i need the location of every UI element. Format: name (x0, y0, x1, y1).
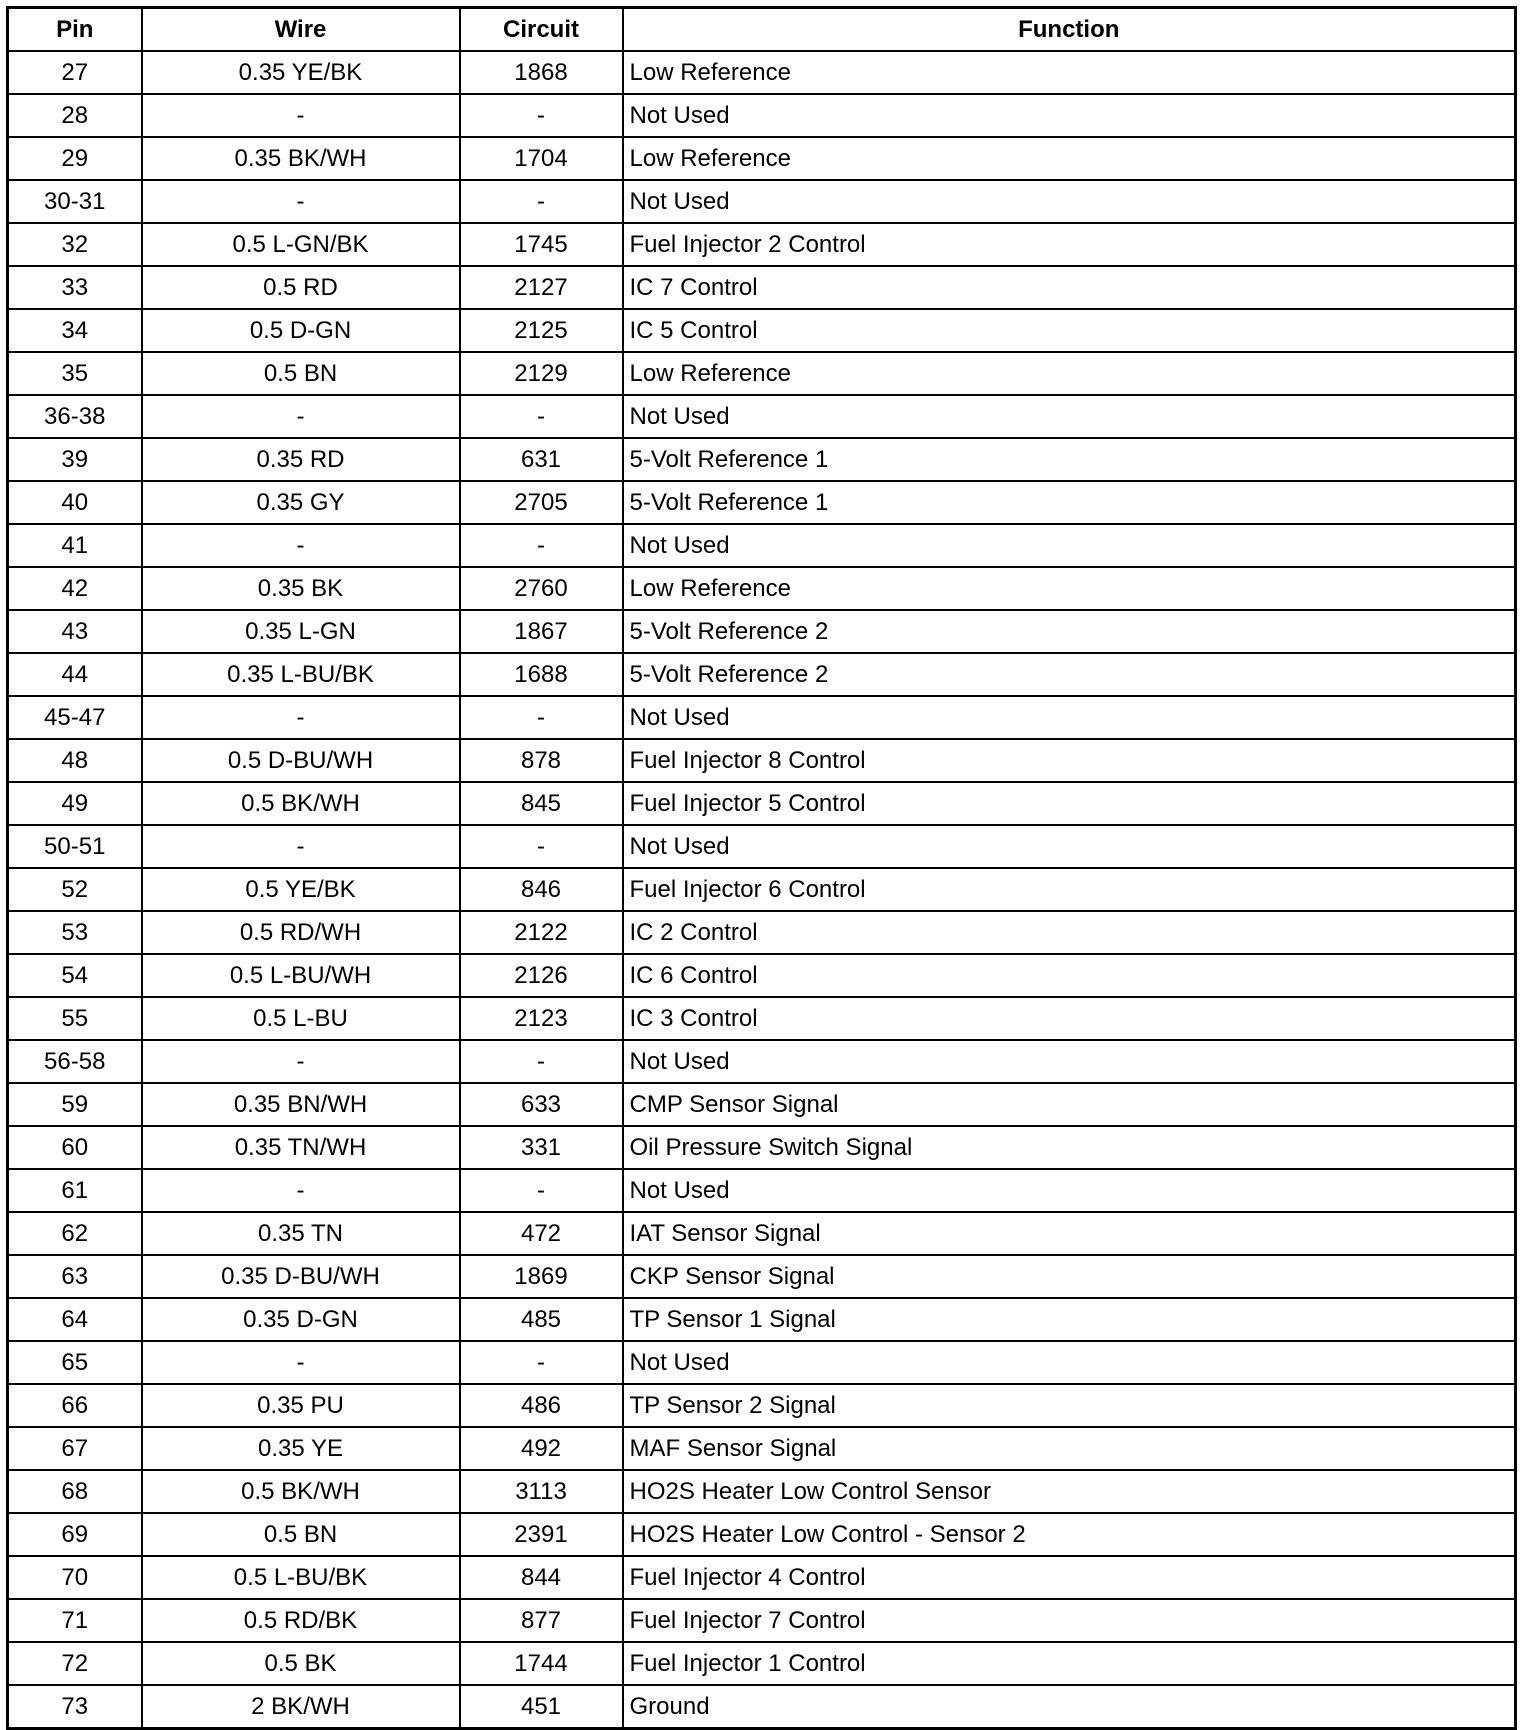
circuit-cell: 1869 (460, 1255, 623, 1298)
table-row (8, 352, 1516, 395)
wire-cell: 0.5 BK (142, 1642, 460, 1685)
circuit-cell: 2126 (460, 954, 623, 997)
function-cell: IC 5 Control (623, 309, 1516, 352)
circuit-cell: 1704 (460, 137, 623, 180)
pin-cell: 27 (8, 51, 142, 94)
table-row (8, 524, 1516, 567)
wire-cell: - (142, 524, 460, 567)
pin-cell: 54 (8, 954, 142, 997)
circuit-cell: - (460, 1169, 623, 1212)
circuit-cell: 492 (460, 1427, 623, 1470)
wire-cell: 0.35 D-BU/WH (142, 1255, 460, 1298)
circuit-cell: 2127 (460, 266, 623, 309)
wire-cell: - (142, 1169, 460, 1212)
table-row (8, 653, 1516, 696)
wire-cell: 0.5 D-GN (142, 309, 460, 352)
circuit-cell: 2391 (460, 1513, 623, 1556)
column-header-function: Function (623, 8, 1516, 52)
wire-cell: 0.5 L-GN/BK (142, 223, 460, 266)
pin-cell: 63 (8, 1255, 142, 1298)
wire-cell: 0.5 L-BU (142, 997, 460, 1040)
table-row (8, 438, 1516, 481)
table-row (8, 1685, 1516, 1729)
function-cell: 5-Volt Reference 2 (623, 653, 1516, 696)
pin-cell: 41 (8, 524, 142, 567)
wire-cell: 0.5 BK/WH (142, 1470, 460, 1513)
table-row (8, 481, 1516, 524)
circuit-cell: 3113 (460, 1470, 623, 1513)
pin-cell: 60 (8, 1126, 142, 1169)
wire-cell: 0.35 D-GN (142, 1298, 460, 1341)
circuit-cell: 2760 (460, 567, 623, 610)
pin-cell: 61 (8, 1169, 142, 1212)
function-cell: Ground (623, 1685, 1516, 1729)
table-header-row (8, 8, 1516, 52)
circuit-cell: - (460, 1341, 623, 1384)
table-row (8, 1212, 1516, 1255)
table-row (8, 1599, 1516, 1642)
wire-cell: 0.35 TN (142, 1212, 460, 1255)
circuit-cell: 2123 (460, 997, 623, 1040)
function-cell: Not Used (623, 1169, 1516, 1212)
table-row (8, 1642, 1516, 1685)
table-row (8, 1427, 1516, 1470)
pin-cell: 68 (8, 1470, 142, 1513)
function-cell: Fuel Injector 2 Control (623, 223, 1516, 266)
table-row (8, 1169, 1516, 1212)
table-row (8, 309, 1516, 352)
function-cell: Not Used (623, 180, 1516, 223)
table-row (8, 997, 1516, 1040)
table-row (8, 266, 1516, 309)
function-cell: Not Used (623, 94, 1516, 137)
table-row (8, 1298, 1516, 1341)
function-cell: Fuel Injector 8 Control (623, 739, 1516, 782)
circuit-cell: - (460, 524, 623, 567)
pin-cell: 65 (8, 1341, 142, 1384)
wire-cell: 0.35 YE (142, 1427, 460, 1470)
pin-cell: 66 (8, 1384, 142, 1427)
pin-cell: 73 (8, 1685, 142, 1729)
pin-cell: 40 (8, 481, 142, 524)
table-row (8, 911, 1516, 954)
pin-cell: 35 (8, 352, 142, 395)
table-row (8, 395, 1516, 438)
circuit-cell: 451 (460, 1685, 623, 1729)
table-row (8, 1384, 1516, 1427)
wire-cell: 0.5 RD/WH (142, 911, 460, 954)
function-cell: Not Used (623, 1341, 1516, 1384)
table-row (8, 739, 1516, 782)
pin-cell: 29 (8, 137, 142, 180)
function-cell: MAF Sensor Signal (623, 1427, 1516, 1470)
pin-cell: 33 (8, 266, 142, 309)
circuit-cell: 1745 (460, 223, 623, 266)
function-cell: 5-Volt Reference 1 (623, 481, 1516, 524)
table-row (8, 610, 1516, 653)
circuit-cell: 877 (460, 1599, 623, 1642)
pin-cell: 64 (8, 1298, 142, 1341)
function-cell: Low Reference (623, 352, 1516, 395)
wire-cell: 0.35 TN/WH (142, 1126, 460, 1169)
table-row (8, 1341, 1516, 1384)
column-header-pin: Pin (8, 8, 142, 52)
pin-cell: 50-51 (8, 825, 142, 868)
function-cell: IC 3 Control (623, 997, 1516, 1040)
function-cell: Fuel Injector 1 Control (623, 1642, 1516, 1685)
table-row (8, 51, 1516, 94)
circuit-cell: 1867 (460, 610, 623, 653)
circuit-cell: - (460, 825, 623, 868)
wire-cell: 0.35 PU (142, 1384, 460, 1427)
function-cell: Fuel Injector 7 Control (623, 1599, 1516, 1642)
function-cell: Low Reference (623, 567, 1516, 610)
circuit-cell: 485 (460, 1298, 623, 1341)
pin-cell: 43 (8, 610, 142, 653)
circuit-cell: - (460, 94, 623, 137)
circuit-cell: 1868 (460, 51, 623, 94)
circuit-cell: 845 (460, 782, 623, 825)
wire-cell: 0.5 RD/BK (142, 1599, 460, 1642)
wire-cell: 0.35 YE/BK (142, 51, 460, 94)
circuit-cell: 633 (460, 1083, 623, 1126)
function-cell: IC 7 Control (623, 266, 1516, 309)
circuit-cell: 472 (460, 1212, 623, 1255)
wire-cell: 0.5 D-BU/WH (142, 739, 460, 782)
circuit-cell: 878 (460, 739, 623, 782)
function-cell: HO2S Heater Low Control - Sensor 2 (623, 1513, 1516, 1556)
function-cell: IC 6 Control (623, 954, 1516, 997)
wire-cell: - (142, 395, 460, 438)
column-header-wire: Wire (142, 8, 460, 52)
pin-cell: 36-38 (8, 395, 142, 438)
pin-cell: 42 (8, 567, 142, 610)
pin-cell: 56-58 (8, 1040, 142, 1083)
function-cell: Fuel Injector 6 Control (623, 868, 1516, 911)
circuit-cell: - (460, 1040, 623, 1083)
wire-cell: 0.5 BN (142, 1513, 460, 1556)
circuit-cell: 1744 (460, 1642, 623, 1685)
table-row (8, 868, 1516, 911)
pin-cell: 55 (8, 997, 142, 1040)
circuit-cell: 2122 (460, 911, 623, 954)
function-cell: Low Reference (623, 51, 1516, 94)
circuit-cell: 2129 (460, 352, 623, 395)
pin-cell: 72 (8, 1642, 142, 1685)
circuit-cell: - (460, 395, 623, 438)
wire-cell: 0.5 BK/WH (142, 782, 460, 825)
wire-cell: 0.5 L-BU/BK (142, 1556, 460, 1599)
wire-cell: 0.35 GY (142, 481, 460, 524)
pin-cell: 53 (8, 911, 142, 954)
wire-cell: 2 BK/WH (142, 1685, 460, 1729)
pin-cell: 44 (8, 653, 142, 696)
table-row (8, 223, 1516, 266)
circuit-cell: 2705 (460, 481, 623, 524)
circuit-cell: - (460, 696, 623, 739)
wire-cell: - (142, 1040, 460, 1083)
function-cell: Fuel Injector 4 Control (623, 1556, 1516, 1599)
table-row (8, 696, 1516, 739)
wire-cell: 0.35 BK (142, 567, 460, 610)
table-row (8, 1126, 1516, 1169)
pin-cell: 48 (8, 739, 142, 782)
table-row (8, 1083, 1516, 1126)
wire-cell: 0.35 L-GN (142, 610, 460, 653)
wire-cell: 0.35 BN/WH (142, 1083, 460, 1126)
pin-cell: 39 (8, 438, 142, 481)
function-cell: TP Sensor 1 Signal (623, 1298, 1516, 1341)
wire-cell: 0.5 L-BU/WH (142, 954, 460, 997)
circuit-cell: 844 (460, 1556, 623, 1599)
function-cell: TP Sensor 2 Signal (623, 1384, 1516, 1427)
pin-cell: 67 (8, 1427, 142, 1470)
function-cell: IAT Sensor Signal (623, 1212, 1516, 1255)
function-cell: Oil Pressure Switch Signal (623, 1126, 1516, 1169)
table-row (8, 94, 1516, 137)
function-cell: CMP Sensor Signal (623, 1083, 1516, 1126)
pin-cell: 34 (8, 309, 142, 352)
table-row (8, 825, 1516, 868)
function-cell: Not Used (623, 1040, 1516, 1083)
circuit-cell: - (460, 180, 623, 223)
pin-cell: 69 (8, 1513, 142, 1556)
table-row (8, 180, 1516, 223)
function-cell: Fuel Injector 5 Control (623, 782, 1516, 825)
table-row (8, 1513, 1516, 1556)
wire-cell: 0.5 RD (142, 266, 460, 309)
circuit-cell: 331 (460, 1126, 623, 1169)
pin-cell: 45-47 (8, 696, 142, 739)
pin-cell: 30-31 (8, 180, 142, 223)
wire-cell: 0.35 BK/WH (142, 137, 460, 180)
function-cell: Not Used (623, 696, 1516, 739)
table-row (8, 1255, 1516, 1298)
pin-cell: 70 (8, 1556, 142, 1599)
column-header-circuit: Circuit (460, 8, 623, 52)
circuit-cell: 1688 (460, 653, 623, 696)
function-cell: CKP Sensor Signal (623, 1255, 1516, 1298)
circuit-cell: 631 (460, 438, 623, 481)
wire-cell: - (142, 696, 460, 739)
wire-cell: - (142, 180, 460, 223)
pin-cell: 28 (8, 94, 142, 137)
circuit-cell: 2125 (460, 309, 623, 352)
table-row (8, 954, 1516, 997)
table-row (8, 567, 1516, 610)
function-cell: HO2S Heater Low Control Sensor (623, 1470, 1516, 1513)
wire-cell: - (142, 825, 460, 868)
table-body (8, 51, 1516, 1729)
function-cell: 5-Volt Reference 1 (623, 438, 1516, 481)
wire-cell: - (142, 94, 460, 137)
table-row (8, 137, 1516, 180)
wire-cell: 0.35 RD (142, 438, 460, 481)
connector-pinout-table (6, 6, 1517, 1730)
wire-cell: 0.35 L-BU/BK (142, 653, 460, 696)
pin-cell: 52 (8, 868, 142, 911)
pin-cell: 49 (8, 782, 142, 825)
pin-cell: 59 (8, 1083, 142, 1126)
wire-cell: 0.5 BN (142, 352, 460, 395)
function-cell: Not Used (623, 395, 1516, 438)
circuit-cell: 846 (460, 868, 623, 911)
wire-cell: - (142, 1341, 460, 1384)
pin-cell: 62 (8, 1212, 142, 1255)
wire-cell: 0.5 YE/BK (142, 868, 460, 911)
table-row (8, 1556, 1516, 1599)
pin-cell: 71 (8, 1599, 142, 1642)
table-row (8, 1470, 1516, 1513)
table-row (8, 782, 1516, 825)
function-cell: Low Reference (623, 137, 1516, 180)
pin-cell: 32 (8, 223, 142, 266)
function-cell: Not Used (623, 524, 1516, 567)
table-row (8, 1040, 1516, 1083)
function-cell: 5-Volt Reference 2 (623, 610, 1516, 653)
function-cell: Not Used (623, 825, 1516, 868)
circuit-cell: 486 (460, 1384, 623, 1427)
function-cell: IC 2 Control (623, 911, 1516, 954)
